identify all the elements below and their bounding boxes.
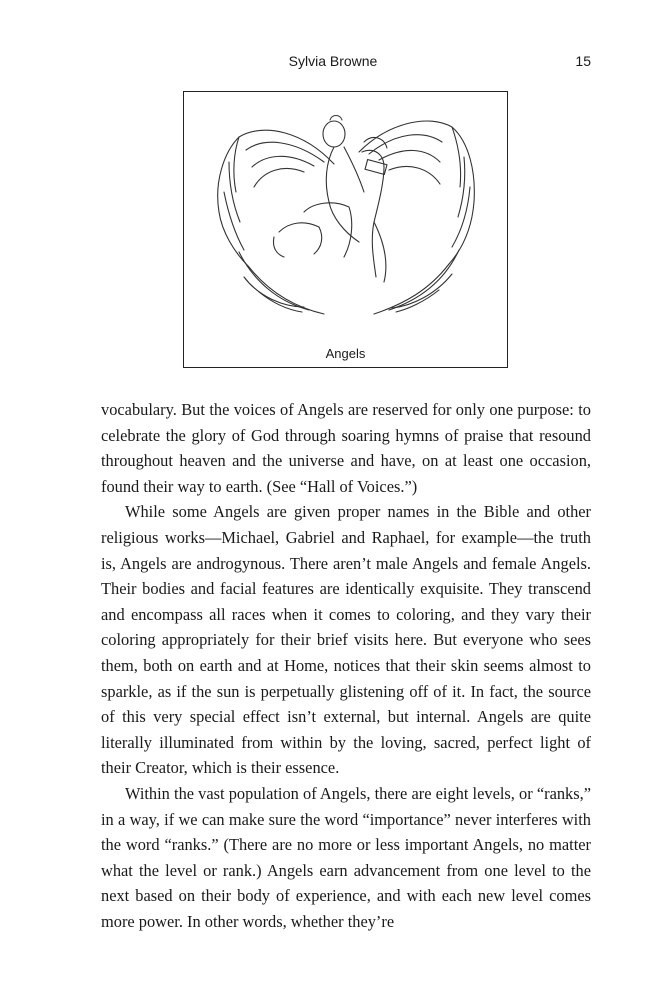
figure-frame — [183, 91, 508, 368]
angel-illustration — [184, 92, 506, 342]
page-number: 15 — [575, 53, 591, 69]
figure-caption: Angels — [325, 346, 366, 361]
running-head-author: Sylvia Browne — [288, 53, 378, 69]
paragraph: Within the vast population of Angels, there are eight levels, or “ranks,” in a way, if we can make sure the word “importance” never interferes with the word “ranks.” (There are no more or less important Angels, no matter what the level or rank.) Angels earn advancement from one level to the next based on their body of experience, and with each new level comes more power. In other words, whether they’re — [101, 783, 591, 931]
paragraph: While some Angels are given proper names in the Bible and other religious works—Michael, Gabriel and Raphael, for example—the truth is, Angels are androgynous. There aren’t male Angels and female Angels. Their bodies and facial features are identically exquisite. They transcend and encompass all races when it comes to coloring, and they vary their coloring appropriately for their brief visits here. But everyone who sees them, both on earth and at Home, notices that their skin seems almost to sparkle, as if the sun is perpetually glistening off of it. In fact, the source of this very special effect isn’t external, but internal. Angels are quite literally illuminated from within by the loving, sacred, perfect light of their Creator, which is their essence. — [101, 502, 591, 778]
paragraph: vocabulary. But the voices of Angels are reserved for only one purpose: to celebrate the glory of God through soaring hymns of praise that resound throughout heaven and the universe and have, on at least one occasion, found their way to earth. (See “Hall of Voices.”) — [101, 400, 591, 496]
body-text — [101, 397, 591, 934]
running-head — [0, 53, 666, 73]
